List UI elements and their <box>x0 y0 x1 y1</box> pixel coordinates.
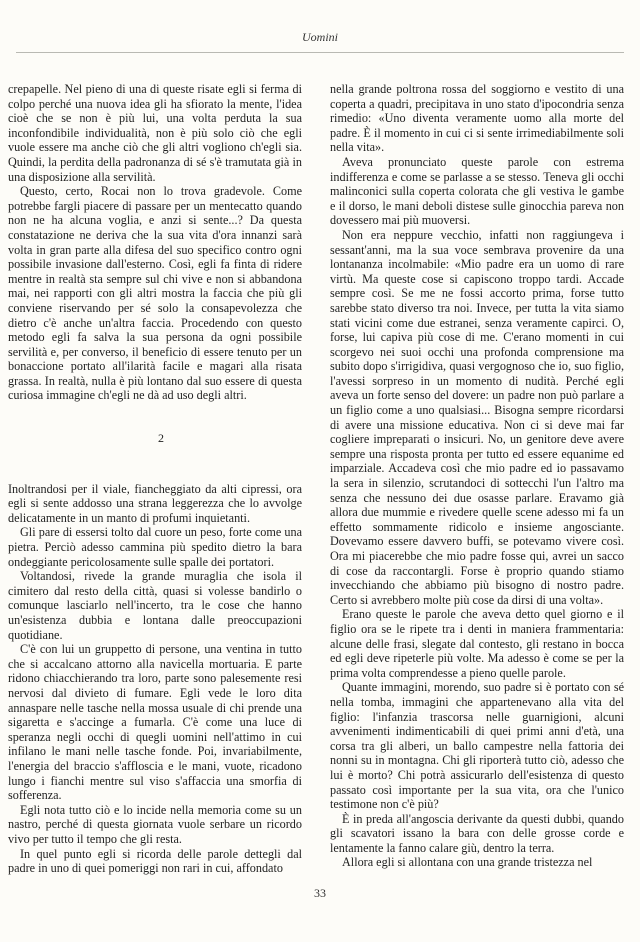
section-number: 2 <box>158 431 164 446</box>
paragraph: Allora egli si allontana con una grande tristezza nel <box>342 855 593 870</box>
paragraph: Quante immagini, morendo, suo padre si è portato con sé nella tomba, immagini che appartenevano alla vita del figlio: l'infanzia trascorsa nelle guarnigioni, alcuni avvenimenti indimenticabili di quei primi anni d'età, una corsa tra gli alberi, un ballo campestre nella fattoria dei nonni su in montagna. Chi gli riporterà tutto ciò, adesso che lui è morto? Chi potrà assicurarlo dell'esistenza di questo passato così importante per la sua vita, ora che l'unico testimone non c'è più? <box>330 680 624 812</box>
paragraph: Inoltrandosi per il viale, fiancheggiato da alti cipressi, ora egli si sente addosso una strana leggerezza che lo avvolge delicatamente in un manto di profumi inquietanti. <box>8 481 302 525</box>
paragraph: nella grande poltrona rossa del soggiorno e vestito di una coperta a quadri, precipitava in uno stato d'ipocondria senza rimedio: «Uno diventa veramente uomo alla morte del padre. È il momento in cui ci si sente irrimediabilmente soli nella vita». <box>330 82 624 155</box>
paragraph: È in preda all'angoscia derivante da questi dubbi, quando gli scavatori issano la bara con delle grosse corde e lentamente la fanno calare giù, dentro la terra. <box>330 811 624 855</box>
running-title: Uomini <box>302 30 338 44</box>
paragraph: Questo, certo, Rocai non lo trova gradevole. Come potrebbe fargli piacere di passare per un mentecatto quando non ne ha alcuna voglia, e anzi si sente...? Da questa constatazione ne deriva che la sua vita d'ora innanzi sarà volta in gran parte alla difesa del suo specifico contro ogni possibile invasione dall'esterno. Così, egli fa finta di ridere mentre in realtà sta sempre sul chi vive e non si abbandona mai, nei rapporti con gli altri mostra la faccia che più gli conviene riservando per sé solo la consapevolezza che dietro c'è anche un'altra faccia. Procedendo con questo metodo egli fa salva la sua persona da ogni possibile servilità e, per converso, il beneficio di essere tenuto per un bonaccione portato all'ilarità facile e magari alla risata grassa. In realtà, nulla è più lontano dal suo essere di questa curiosa immagine ch'egli ne dà ad uso degli altri. <box>8 184 302 403</box>
paragraph: Gli pare di essersi tolto dal cuore un peso, forte come una pietra. Perciò adesso cammina più spedito dietro la bara ondeggiante pericolosamente sulle spalle dei portatori. <box>8 525 302 569</box>
page-number: 33 <box>314 886 326 900</box>
paragraph: Non era neppure vecchio, infatti non raggiungeva i sessant'anni, ma la sua voce sembrava provenire da una lontananza incolmabile: «Mio padre era un uomo di rare virtù. Ma queste cose si capiscono troppo tardi. Accade sempre così. Se me ne fossi accorto prima, forse tutto sarebbe stato diverso tra noi. Invece, per tutta la vita siamo stati vicini come due estranei, senza veramente capirci. O, forse, lui capiva più cose di me. C'erano momenti in cui scorgevo nei suoi occhi una profonda comprensione ma subito dopo s'irrigidiva, quasi vergognoso che io, suo figlio, l'avessi sorpreso in un momento di nudità. Perché egli aveva un forte senso del dovere: un padre non può parlare a un figlio come a uno qualsiasi... Bisogna sempre ricordarsi di avere una missione educativa. Non ci si deve mai far cogliere impreparati o insicuri. No, un genitore deve avere sempre una risposta pronta per tutto ed essere equanime ed imparziale. Accadeva così che mio padre ed io passavamo la sera in silenzio, scrutandoci di sottecchi l'un l'altro ma senza che nessuno dei due osasse parlare. Eravamo già allora due mummie e rivedere quelle scene adesso mi fa un effetto sommamente ridicolo e insieme angosciante. Dovevamo essere davvero buffi, se potevamo vivere così. Ora mi piacerebbe che mio padre fosse qui, avrei un sacco di cose da raccontargli. Forse è proprio quando stiamo invecchiando che abbiamo più bisogno di nostro padre. Certo si avrebbero molte più cose da dirsi di una volta». <box>330 227 624 607</box>
paragraph: In quel punto egli si ricorda delle parole dettegli dal padre in uno di quei pomeriggi non rari in cui, affondato <box>8 846 302 876</box>
paragraph: Erano queste le parole che aveva detto quel giorno e il figlio ora se le ripete tra i denti in maniera frammentaria: alcune delle frasi, slegate dal contesto, gli restano in bocca ed egli deve ripeterle più volte. Ma adesso è come se per la prima volta comprendesse a pieno quelle parole. <box>330 607 624 680</box>
header-rule <box>16 52 624 53</box>
paragraph: crepapelle. Nel pieno di una di queste risate egli si ferma di colpo perché una nuova idea gli ha sfiorato la mente, l'idea cioè che se non è più lui, una volta perduta la sua inconfondibile individualità, non è più solo ciò che egli vuole essere ma anche ciò che gli altri vogliono ch'egli sia. Quindi, la perdita della padronanza di sé s'è tramutata già in una disposizione alla servilità. <box>8 82 302 184</box>
paragraph: Egli nota tutto ciò e lo incide nella memoria come su un nastro, perché di questa giornata vuole serbare un ricordo vivo per tutto il tempo che gli resta. <box>8 802 302 846</box>
right-column <box>330 82 624 870</box>
left-column <box>8 82 302 876</box>
paragraph: Aveva pronunciato queste parole con estrema indifferenza e come se parlasse a se stesso. Teneva gli occhi malinconici sulla coperta colorata che gli vestiva le gambe e il dorso, le mani deboli distese sulle ginocchia pareva non dovessero mai più muoversi. <box>330 154 624 228</box>
paragraph: C'è con lui un gruppetto di persone, una ventina in tutto che si accalcano attorno alla navicella mortuaria. E parte ridono chiacchierando tra loro, parte sono palesemente resi nervosi dal divieto di fumare. Egli vede le loro dita annaspare nelle tasche nella mossa usuale di chi prende una sigaretta e s'accinge a fumarla. C'è come una luce di speranza negli occhi di quegli uomini nell'attimo in cui infilano le mani nelle tasche fonde. Poi, invariabilmente, l'energia del braccio s'affloscia e le mani, vuote, ricadono lungo i fianchi mentre sul viso s'affaccia una smorfia di sofferenza. <box>8 642 302 803</box>
paragraph: Voltandosi, rivede la grande muraglia che isola il cimitero dal resto della città, quasi si volesse bandirlo o comunque lasciarlo nell'incerto, tra le cose che hanno un'esistenza dubbia e lontana dalle preoccupazioni quotidiane. <box>8 569 302 642</box>
